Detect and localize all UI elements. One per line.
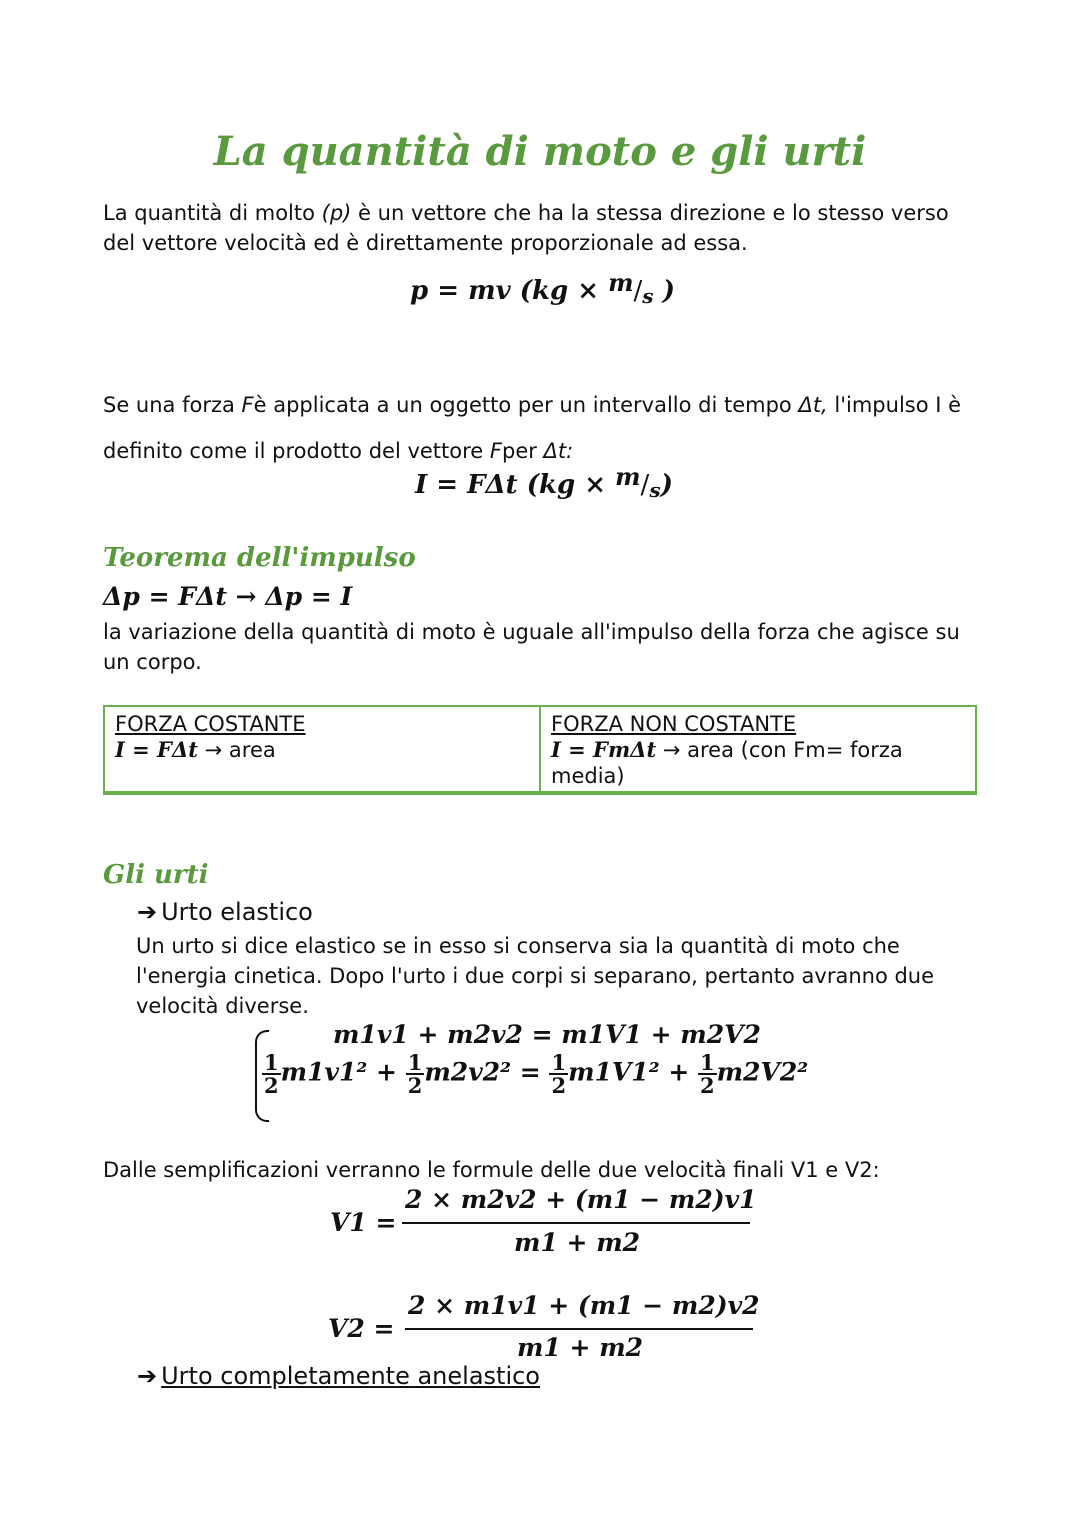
impulse-theorem-heading: Teorema dell'impulso — [103, 543, 416, 573]
v2-denominator: m1 + m2 — [517, 1333, 644, 1362]
v1-label: V1 = — [330, 1208, 397, 1237]
v1-fraction-bar — [402, 1222, 750, 1224]
impulse-theorem-formula: Δp = FΔt → Δp = I — [103, 582, 353, 611]
impulse-theorem-text: la variazione della quantità di moto è uguale all'impulso della forza che agisce su un corpo. — [103, 620, 960, 674]
momentum-conservation-equation: m1v1 + m2v2 = m1V1 + m2V2 — [333, 1020, 761, 1049]
energy-conservation-equation: $\frac{1}{2}$ m1v1² + $\frac{1}{2}$ m2v2² = $\frac{1}{2}$ m1V1² + $\frac{1}{2}$ m2V2² — [264, 1050, 809, 1098]
nonconstant-force-heading: FORZA NON COSTANTE — [551, 712, 797, 736]
collisions-heading: Gli urti — [103, 860, 209, 890]
nonconstant-force-cell: FORZA NON COSTANTE I = FmΔt → area (con Fm= forza media) — [539, 707, 975, 791]
impulse-definition: Se una forza Fè applicata a un oggetto per un intervallo di tempo Δt, l'impulso I è definito come il prodotto del vettore Fper Δt: — [103, 393, 962, 463]
force-table — [103, 705, 977, 795]
momentum-definition: La quantità di molto (p) è un vettore che ha la stessa direzione e lo stesso verso del vettore velocità ed è direttamente proporzionale ad essa. — [103, 201, 949, 255]
v1-denominator: m1 + m2 — [514, 1228, 641, 1257]
page-title: La quantità di moto e gli urti — [213, 128, 867, 175]
impulse-formula: I = FΔt (kg × m/s) — [415, 462, 673, 502]
final-velocities-text: Dalle semplificazioni verranno le formule delle due velocità finali V1 e V2: — [103, 1158, 880, 1182]
v2-fraction-bar — [405, 1328, 753, 1330]
arrow-right-icon: ➔ — [137, 898, 158, 926]
elastic-collision-heading: ➔ Urto elastico — [137, 898, 313, 926]
momentum-formula: p = mv (kg × m/s ) — [410, 268, 675, 308]
v2-numerator: 2 × m1v1 + (m1 − m2)v2 — [408, 1291, 760, 1320]
inelastic-collision-heading: ➔ Urto completamente anelastico — [137, 1362, 540, 1390]
constant-force-cell: FORZA COSTANTE I = FΔt → area — [105, 707, 539, 791]
v2-label: V2 = — [328, 1314, 395, 1343]
arrow-right-icon: ➔ — [137, 1362, 158, 1390]
elastic-collision-text: Un urto si dice elastico se in esso si conserva sia la quantità di moto che l'energia cinetica. Dopo l'urto i due corpi si separano, pertanto avranno due velocità diverse. — [136, 934, 935, 1018]
constant-force-heading: FORZA COSTANTE — [115, 712, 306, 736]
v1-numerator: 2 × m2v2 + (m1 − m2)v1 — [405, 1185, 757, 1214]
